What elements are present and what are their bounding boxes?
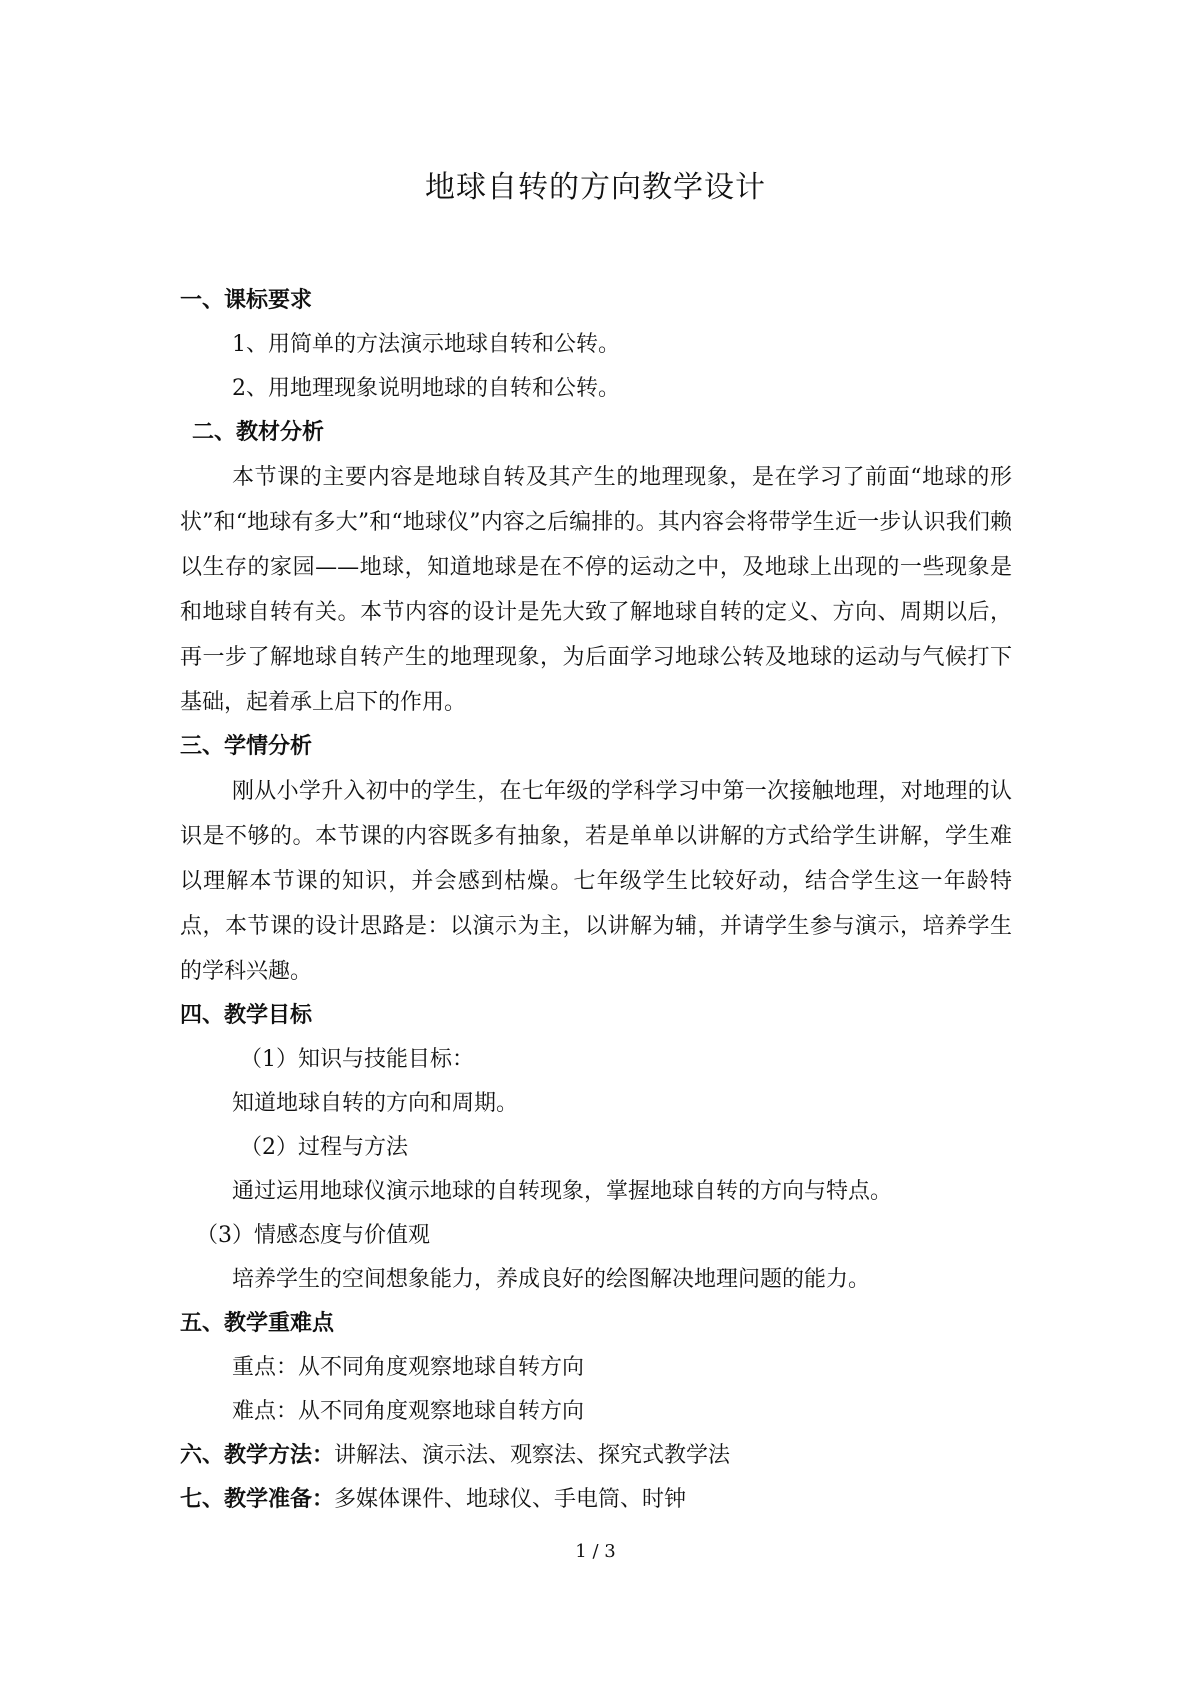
document-body (180, 286, 1012, 1529)
section-heading-students: 三、学情分析 (180, 734, 313, 759)
textbook-analysis-paragraph: 本节课的主要内容是地球自转及其产生的地理现象，是在学习了前面“地球的形状”和“地球有多大”和“地球仪”内容之后编排的。其内容会将带学生近一步认识我们赖以生存的家园——地球，知道地球是在不停的运动之中，及地球上出现的一些现象是和地球自转有关。本节内容的设计是先大致了解地球自转的定义、方向、周期以后，再一步了解地球自转产生的地理现象，为后面学习地球公转及地球的运动与气候打下基础，起着承上启下的作用。 (180, 465, 1012, 715)
objective-1-text: 知道地球自转的方向和周期。 (232, 1091, 519, 1116)
section-heading-textbook: 二、教材分析 (192, 420, 325, 445)
document-title: 地球自转的方向教学设计 (425, 170, 766, 205)
page-number: 1 / 3 (575, 1541, 616, 1562)
section-teaching-methods (180, 1441, 1012, 1485)
section-heading-objectives: 四、教学目标 (180, 1003, 313, 1028)
objective-3-label: （3）情感态度与价值观 (196, 1223, 430, 1248)
section-heading-curriculum: 一、课标要求 (180, 288, 313, 313)
key-point: 重点：从不同角度观察地球自转方向 (232, 1355, 585, 1380)
teaching-preparation-label: 七、教学准备： (180, 1487, 335, 1512)
teaching-methods-label: 六、教学方法： (180, 1443, 335, 1468)
curriculum-item-1: 1、用简单的方法演示地球自转和公转。 (232, 332, 620, 357)
section-heading-key-points: 五、教学重难点 (180, 1311, 335, 1336)
section-teaching-preparation (180, 1485, 1012, 1529)
student-analysis-paragraph: 刚从小学升入初中的学生，在七年级的学科学习中第一次接触地理，对地理的认识是不够的。本节课的内容既多有抽象，若是单单以讲解的方式给学生讲解，学生难以理解本节课的知识，并会感到枯燥。七年级学生比较好动，结合学生这一年龄特点，本节课的设计思路是：以演示为主，以讲解为辅，并请学生参与演示，培养学生的学科兴趣。 (180, 779, 1012, 984)
objective-2-label: （2）过程与方法 (240, 1135, 408, 1160)
curriculum-item-2: 2、用地理现象说明地球的自转和公转。 (232, 376, 620, 401)
objective-1-label: （1）知识与技能目标： (240, 1047, 474, 1072)
objective-2-text: 通过运用地球仪演示地球的自转现象，掌握地球自转的方向与特点。 (232, 1179, 893, 1204)
teaching-methods-value: 讲解法、演示法、观察法、探究式教学法 (334, 1443, 731, 1468)
objective-3-text: 培养学生的空间想象能力，养成良好的绘图解决地理问题的能力。 (232, 1267, 871, 1292)
teaching-preparation-value: 多媒体课件、地球仪、手电筒、时钟 (334, 1487, 687, 1512)
difficult-point: 难点：从不同角度观察地球自转方向 (232, 1399, 585, 1424)
